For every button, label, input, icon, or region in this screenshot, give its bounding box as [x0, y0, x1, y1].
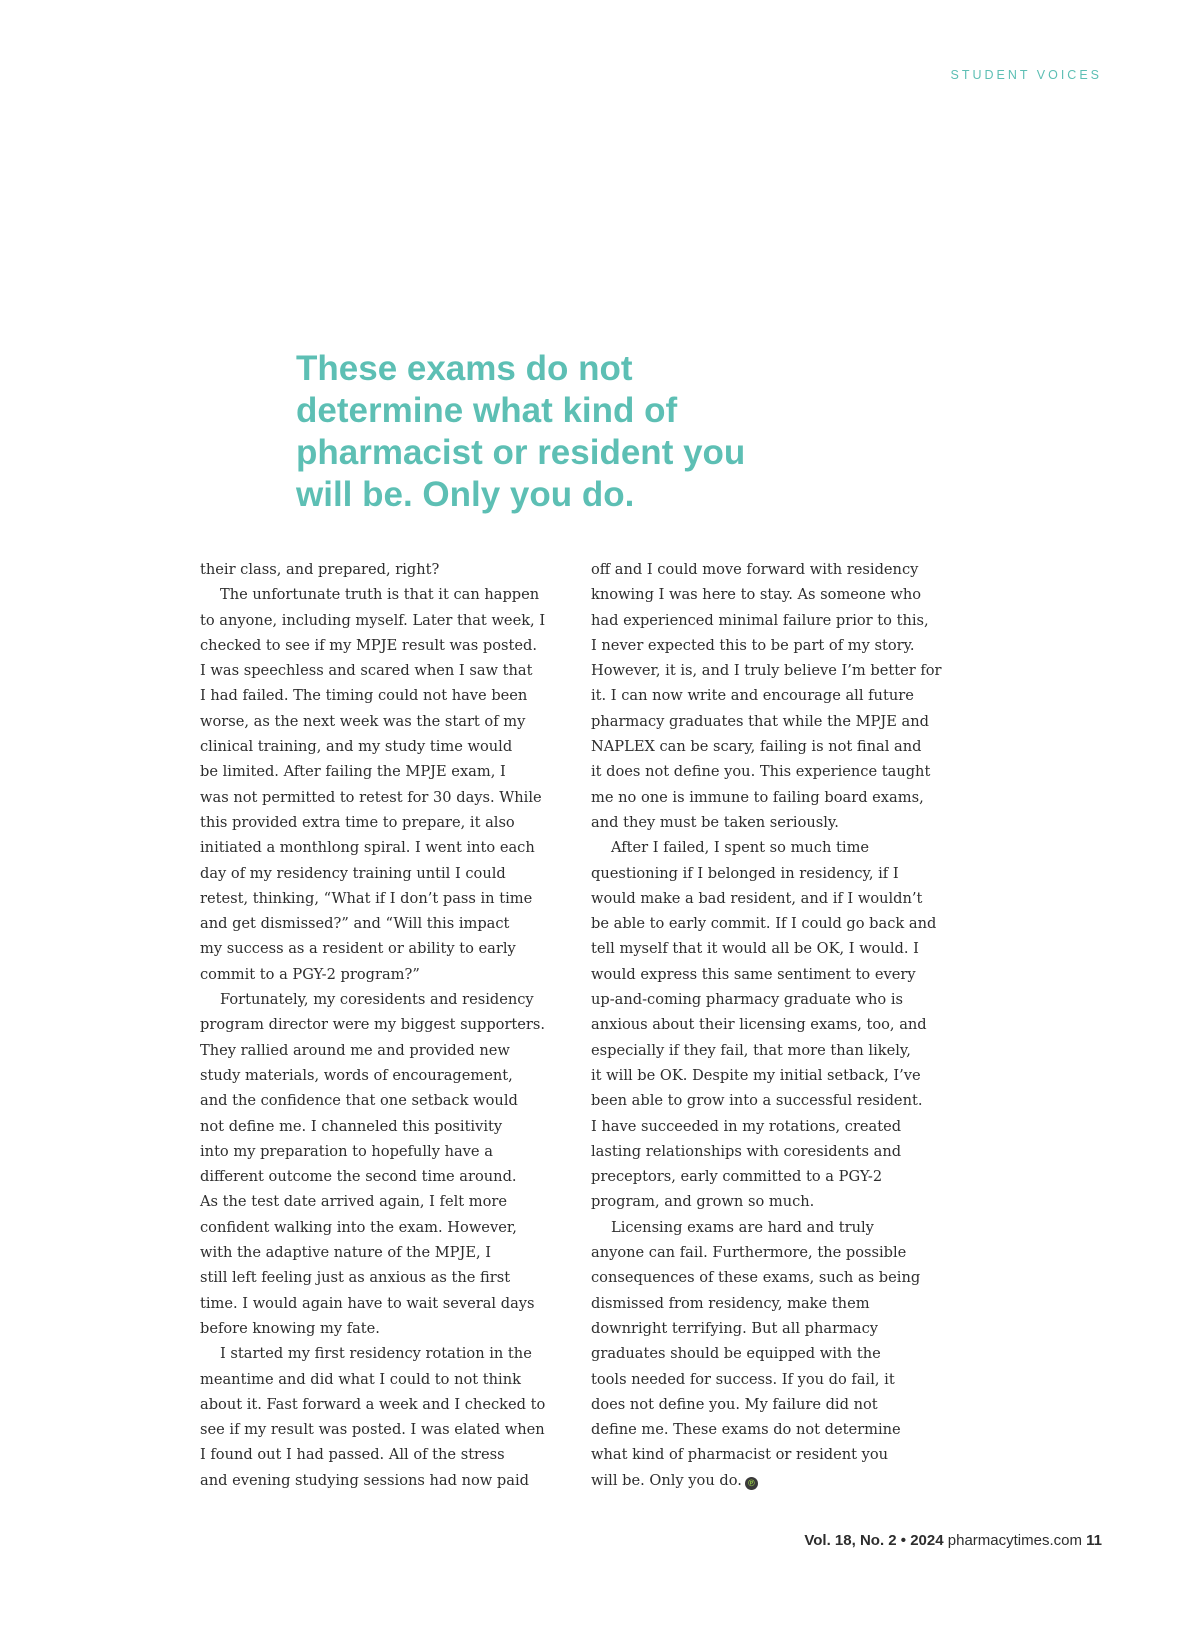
article-line-text: They rallied around me and provided new — [200, 1041, 510, 1059]
article-line — [591, 1367, 971, 1392]
article-line-text: As the test date arrived again, I felt more — [200, 1193, 508, 1211]
pull-quote-line: These exams do not — [296, 349, 633, 388]
article-line-text: I had failed. The timing could not have been — [200, 687, 528, 705]
article-line — [591, 759, 971, 784]
article-line — [591, 861, 971, 886]
article-line — [591, 962, 971, 987]
article-line — [591, 608, 971, 633]
article-line-text: their class, and prepared, right? — [200, 561, 440, 578]
article-line — [591, 582, 971, 607]
article-line-text: lasting relationships with coresidents and — [591, 1142, 902, 1160]
article-line — [591, 785, 971, 810]
article-line — [200, 633, 580, 658]
article-line-text: be able to early commit. If I could go back and — [591, 915, 937, 933]
article-line — [200, 1341, 580, 1366]
article-line-text: downright terrifying. But all pharmacy — [591, 1319, 879, 1337]
article-line — [200, 759, 580, 784]
article-line — [200, 962, 580, 987]
article-line-text: and the confidence that one setback would — [200, 1092, 518, 1110]
article-line-text: I was speechless and scared when I saw that — [200, 662, 533, 680]
article-line-text: dismissed from residency, make them — [591, 1294, 870, 1312]
article-line — [200, 1316, 580, 1341]
article-line — [591, 1038, 971, 1063]
pull-quote — [296, 348, 856, 516]
article-line-text: to anyone, including myself. Later that week, I — [200, 611, 546, 629]
article-line — [200, 734, 580, 759]
article-line — [591, 911, 971, 936]
article-line — [200, 1012, 580, 1037]
article-line — [591, 1417, 971, 1442]
article-line — [591, 1088, 971, 1113]
pharmacy-times-logo-icon: ℗ — [745, 1477, 758, 1490]
article-line — [591, 734, 971, 759]
article-line — [200, 1164, 580, 1189]
article-line — [591, 1468, 971, 1493]
article-line-text: preceptors, early committed to a PGY-2 — [591, 1168, 883, 1186]
article-line-text: checked to see if my MPJE result was posted. — [200, 636, 537, 654]
article-line-text: and they must be taken seriously. — [591, 813, 839, 831]
article-line-text: clinical training, and my study time would — [200, 738, 513, 756]
article-line — [591, 1215, 971, 1240]
pull-quote-line: will be. Only you do. — [296, 475, 635, 514]
article-line — [591, 1012, 971, 1037]
article-line — [591, 1240, 971, 1265]
article-line — [591, 1291, 971, 1316]
article-line — [200, 936, 580, 961]
article-line-text: up-and-coming pharmacy graduate who is — [591, 991, 903, 1009]
article-line-text: before knowing my fate. — [200, 1319, 380, 1337]
article-line-text: I never expected this to be part of my story. — [591, 636, 915, 654]
article-line — [200, 1038, 580, 1063]
article-line — [200, 608, 580, 633]
page-footer — [804, 1532, 1102, 1549]
article-line — [200, 835, 580, 860]
article-line — [591, 1265, 971, 1290]
article-line-text: pharmacy graduates that while the MPJE and — [591, 712, 929, 730]
article-line — [591, 1442, 971, 1467]
article-line — [200, 557, 580, 582]
article-line-text: I found out I had passed. All of the stress — [200, 1446, 505, 1464]
article-line — [591, 835, 971, 860]
article-line — [591, 658, 971, 683]
article-line — [200, 683, 580, 708]
article-line — [591, 633, 971, 658]
article-line-text: my success as a resident or ability to early — [200, 940, 516, 958]
article-line — [591, 683, 971, 708]
article-line — [200, 987, 580, 1012]
article-line-text: confident walking into the exam. However, — [200, 1218, 517, 1236]
article-line — [200, 1215, 580, 1240]
article-line-text: be limited. After failing the MPJE exam, I — [200, 763, 506, 781]
article-line-text: tell myself that it would all be OK, I would. I — [591, 940, 919, 958]
article-line-text: and evening studying sessions had now paid — [200, 1471, 529, 1489]
article-line — [200, 1392, 580, 1417]
article-line — [591, 1114, 971, 1139]
article-line — [200, 861, 580, 886]
article-line — [200, 1063, 580, 1088]
article-line — [591, 1392, 971, 1417]
article-line — [200, 582, 580, 607]
article-line-text: about it. Fast forward a week and I checked to — [200, 1395, 546, 1413]
article-line — [591, 1139, 971, 1164]
article-line-text: tools needed for success. If you do fail, it — [591, 1370, 895, 1388]
article-line-text: will be. Only you do. — [591, 1471, 742, 1489]
article-line-text: study materials, words of encouragement, — [200, 1066, 513, 1084]
article-line-text: day of my residency training until I could — [200, 864, 506, 882]
article-column-left — [200, 557, 580, 1493]
article-line — [200, 1265, 580, 1290]
article-line-text: retest, thinking, “What if I don’t pass in time — [200, 889, 533, 907]
article-line-text: worse, as the next week was the start of my — [200, 712, 526, 730]
article-line-text: it. I can now write and encourage all future — [591, 687, 914, 705]
article-line — [200, 1240, 580, 1265]
article-line — [200, 1139, 580, 1164]
article-line — [591, 987, 971, 1012]
article-line-text: Licensing exams are hard and truly — [611, 1218, 874, 1236]
article-line — [200, 658, 580, 683]
article-line — [200, 1468, 580, 1493]
article-line-text: what kind of pharmacist or resident you — [591, 1446, 889, 1464]
article-line-text: not define me. I channeled this positivity — [200, 1117, 503, 1135]
article-line-text: this provided extra time to prepare, it also — [200, 813, 515, 831]
article-line-text: had experienced minimal failure prior to this, — [591, 611, 929, 629]
website-url: pharmacytimes.com — [947, 1532, 1082, 1549]
article-line — [591, 810, 971, 835]
article-line-text: see if my result was posted. I was elated when — [200, 1421, 545, 1439]
article-line-text: off and I could move forward with residency — [591, 561, 919, 578]
article-line — [591, 557, 971, 582]
article-line-text: define me. These exams do not determine — [591, 1421, 901, 1439]
article-line-text: time. I would again have to wait several days — [200, 1294, 535, 1312]
article-line-text: into my preparation to hopefully have a — [200, 1142, 493, 1160]
article-line-text: commit to a PGY-2 program?” — [200, 965, 420, 983]
article-line — [200, 1114, 580, 1139]
article-line — [200, 1417, 580, 1442]
article-line-text: program director were my biggest supporters. — [200, 1016, 546, 1034]
article-line-text: would make a bad resident, and if I wouldn’t — [591, 889, 923, 907]
article-line-text: and get dismissed?” and “Will this impact — [200, 915, 510, 933]
article-line-text: program, and grown so much. — [591, 1193, 815, 1211]
article-line-text: initiated a monthlong spiral. I went into each — [200, 839, 535, 857]
page-number: 11 — [1086, 1532, 1102, 1549]
article-line-text: graduates should be equipped with the — [591, 1345, 881, 1363]
article-line — [591, 886, 971, 911]
article-line — [200, 1442, 580, 1467]
article-line-text: meantime and did what I could to not think — [200, 1370, 521, 1388]
article-line — [591, 709, 971, 734]
article-line — [591, 1316, 971, 1341]
article-line — [591, 1063, 971, 1088]
article-line — [200, 1088, 580, 1113]
issue-volume: Vol. 18, No. 2 • 2024 — [804, 1532, 944, 1549]
article-line — [200, 1291, 580, 1316]
article-line — [200, 1367, 580, 1392]
article-line — [591, 1189, 971, 1214]
article-line-text: NAPLEX can be scary, failing is not final and — [591, 738, 922, 756]
article-line — [200, 886, 580, 911]
article-line-text: would express this same sentiment to every — [591, 965, 916, 983]
article-line-text: Fortunately, my coresidents and residency — [220, 991, 534, 1009]
article-column-right — [591, 557, 971, 1493]
article-line-text: with the adaptive nature of the MPJE, I — [200, 1244, 492, 1262]
article-line — [591, 1164, 971, 1189]
article-line — [200, 785, 580, 810]
article-line-text: knowing I was here to stay. As someone who — [591, 586, 922, 604]
article-line-text: different outcome the second time around. — [200, 1168, 517, 1186]
pull-quote-line: pharmacist or resident you — [296, 433, 746, 472]
article-line-text: anxious about their licensing exams, too, and — [591, 1016, 927, 1034]
article-line — [200, 810, 580, 835]
article-line-text: consequences of these exams, such as being — [591, 1269, 921, 1287]
article-line — [200, 1189, 580, 1214]
pull-quote-line: determine what kind of — [296, 391, 678, 430]
article-line-text: does not define you. My failure did not — [591, 1395, 878, 1413]
article-line — [591, 936, 971, 961]
article-line — [200, 709, 580, 734]
article-line-text: especially if they fail, that more than likely, — [591, 1041, 911, 1059]
article-line-text: The unfortunate truth is that it can happen — [220, 586, 540, 604]
article-line-text: still left feeling just as anxious as the first — [200, 1269, 511, 1287]
article-line — [591, 1341, 971, 1366]
section-label: STUDENT VOICES — [950, 68, 1102, 82]
article-line-text: it will be OK. Despite my initial setback, I’ve — [591, 1066, 921, 1084]
article-line — [200, 911, 580, 936]
article-line-text: been able to grow into a successful resident. — [591, 1092, 923, 1110]
article-line-text: However, it is, and I truly believe I’m better for — [591, 662, 942, 680]
article-line-text: I have succeeded in my rotations, created — [591, 1117, 902, 1135]
article-line-text: me no one is immune to failing board exams, — [591, 788, 924, 806]
article-line-text: questioning if I belonged in residency, if I — [591, 864, 899, 882]
article-line-text: it does not define you. This experience taught — [591, 763, 931, 781]
article-line-text: After I failed, I spent so much time — [611, 839, 870, 857]
article-line-text: anyone can fail. Furthermore, the possible — [591, 1244, 907, 1262]
article-line-text: I started my first residency rotation in the — [220, 1345, 532, 1363]
article-line-text: was not permitted to retest for 30 days. While — [200, 788, 542, 806]
